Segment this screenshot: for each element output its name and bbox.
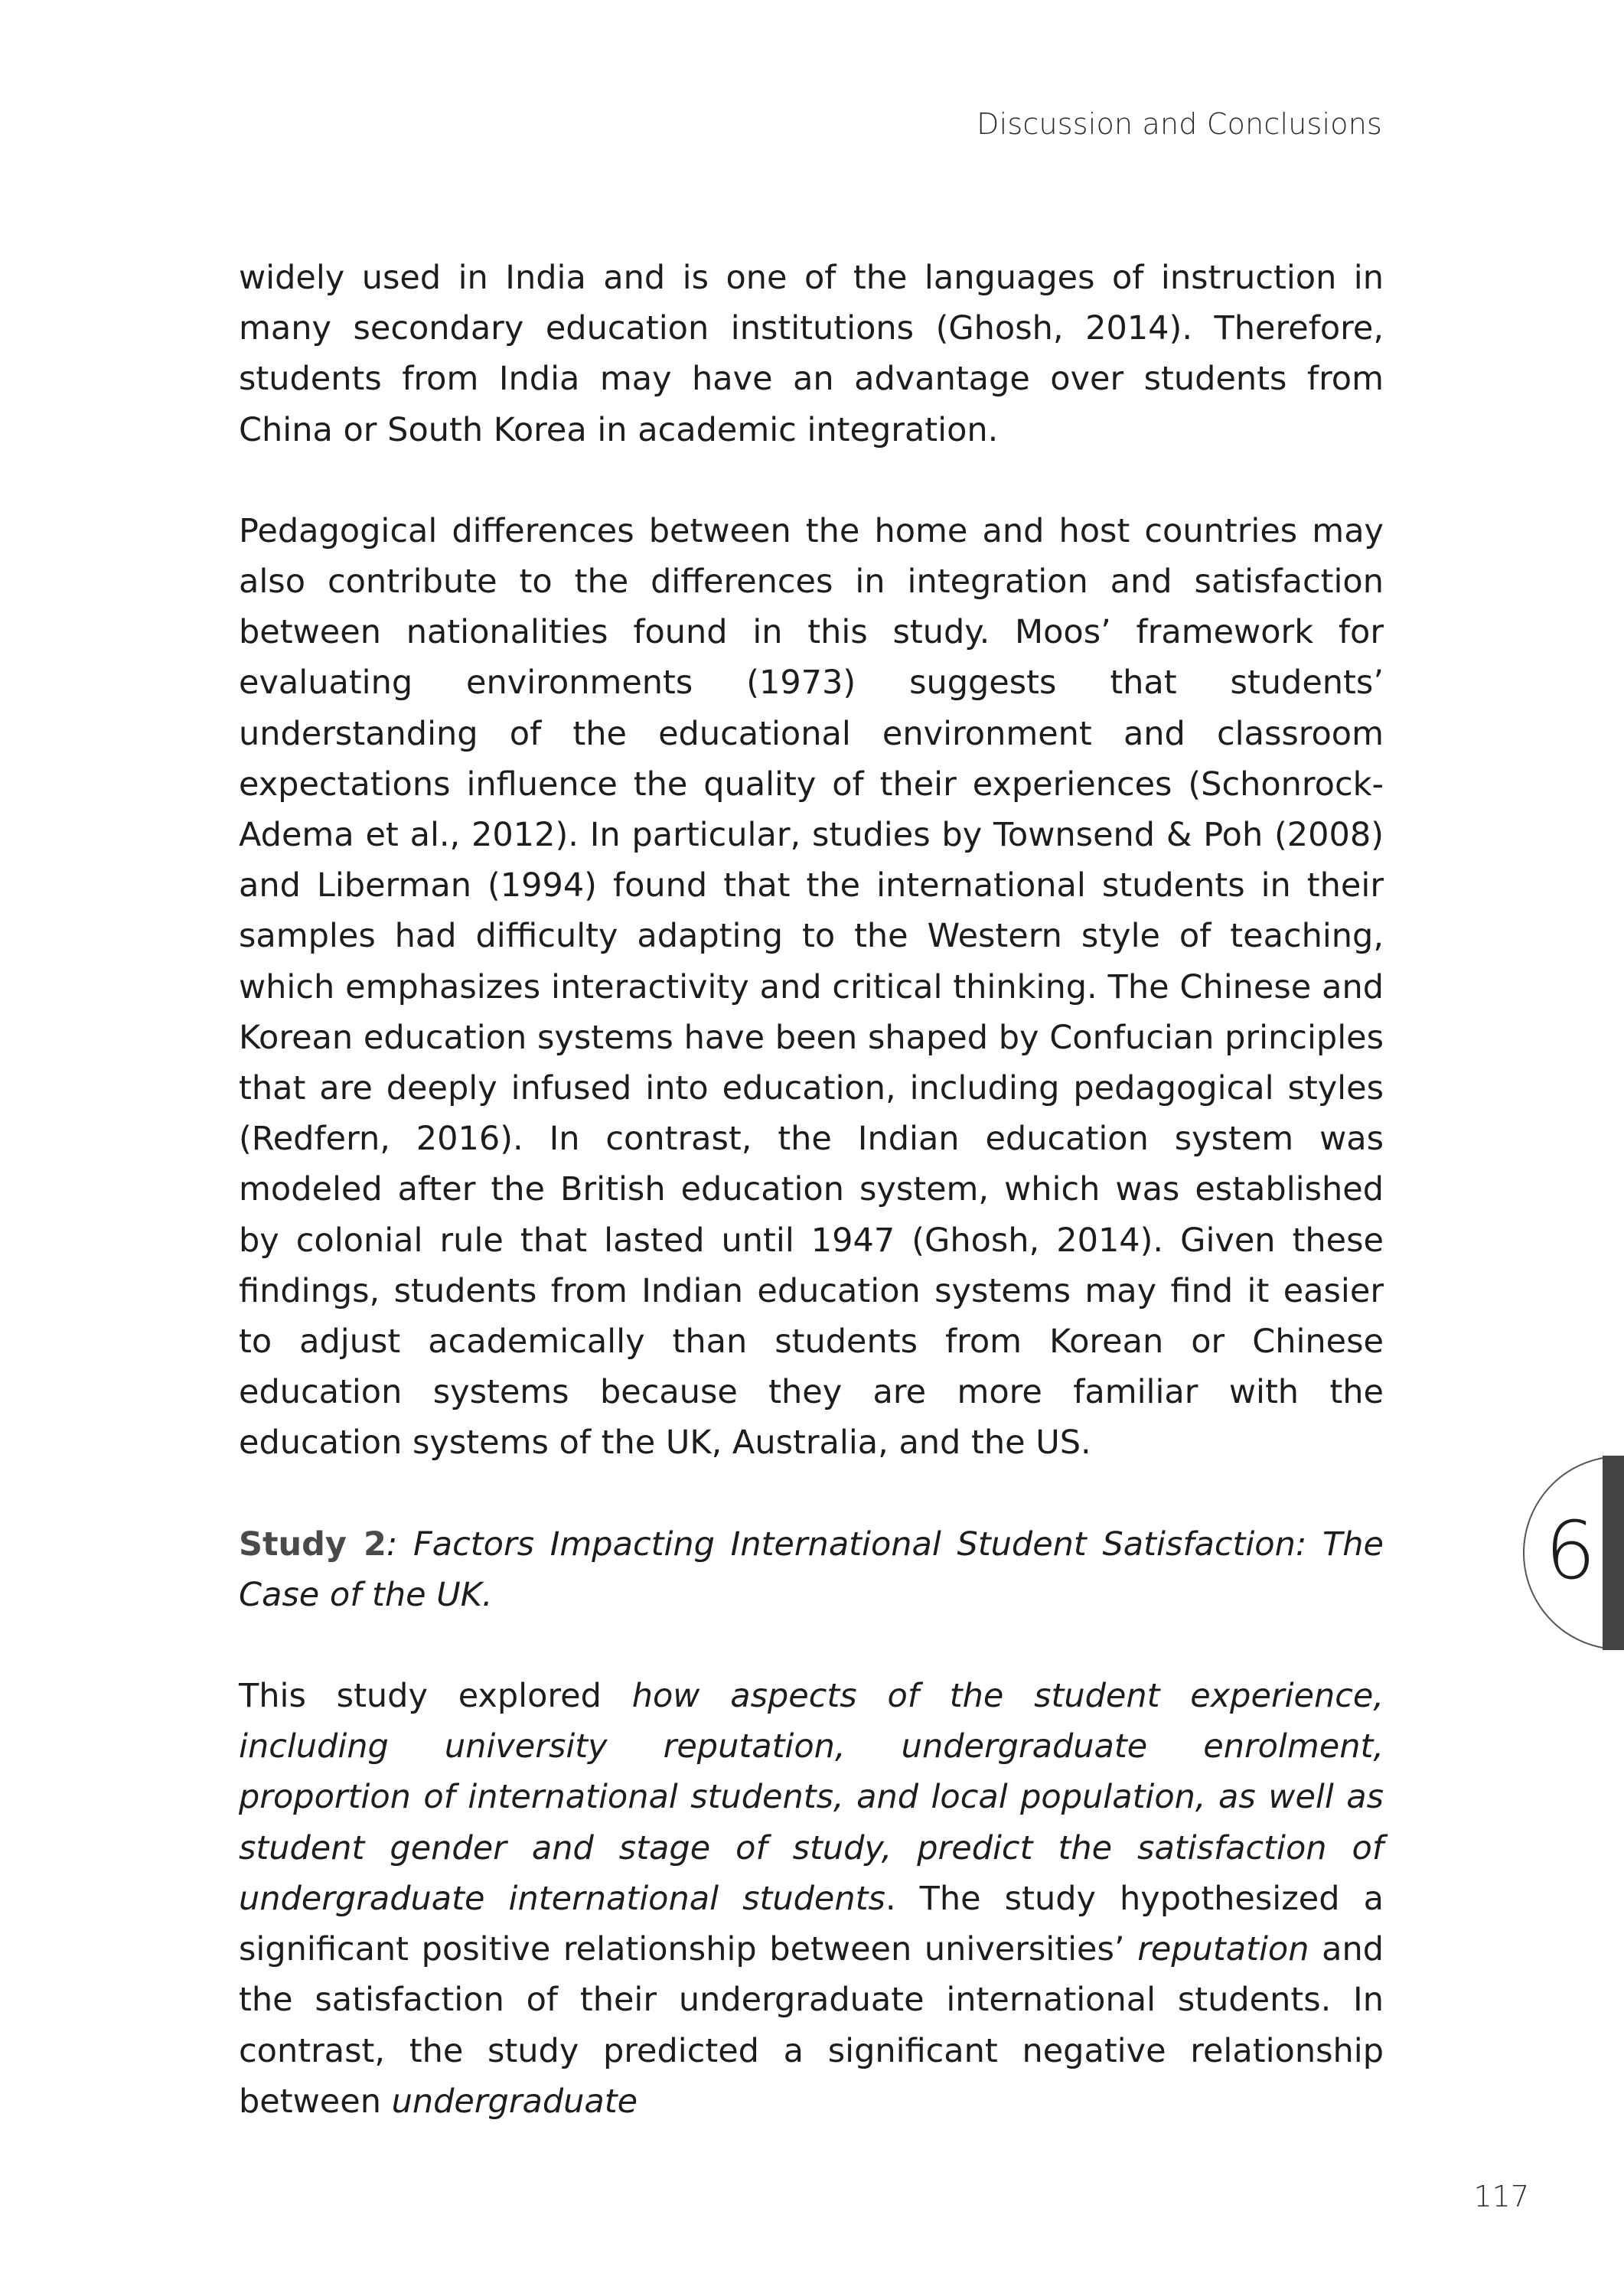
page-number: 117 (1473, 2180, 1529, 2213)
p3-emphasis: reputation (1137, 1930, 1309, 1969)
running-header: Discussion and Conclusions (977, 107, 1382, 141)
section-heading (239, 1519, 1384, 1620)
paragraph-2: Pedagogical differences between the home and host countries may also contribute to the differences in integration and satisfaction between nationalities found in this study. Moos’ framework for evaluating environments (1973) suggests that students’ understanding of the educational environment and classroom expectations influence the quality of their experiences (Schonrock-Adema et al., 2012). In particular, studies by Townsend & Poh (2008) and Liberman (1994) found that the international students in their samples had difficulty adapting to the Western style of teaching, which emphasizes interactivity and critical thinking. The Chinese and Korean education systems have been shaped by Confucian principles that are deeply infused into education, including pedagogical styles (Redfern, 2016). In contrast, the Indian education system was modeled after the British education system, which was established by colonial rule that lasted until 1947 (Ghosh, 2014). Given these findings, students from Indian education systems may find it easier to adjust academically than students from Korean or Chinese education systems because they are more familiar with the education systems of the UK, Australia, and the US. (239, 511, 1384, 1463)
chapter-tab-bar (1603, 1456, 1624, 1650)
body-text (239, 253, 1384, 2127)
section-heading-title: : Factors Impacting International Student Satisfaction: The Case of the UK. (239, 1525, 1384, 1614)
p3-emphasis: undergraduate (391, 2082, 638, 2121)
paragraph-1: widely used in India and is one of the languages of instruction in many secondary education institutions (Ghosh, 2014). Therefore, students from India may have an advantage over students from China or South Korea in academic integration. (239, 259, 1384, 449)
p3-emphasis: how aspects of the student experience, including university reputation, undergraduate enrolment, proportion of international students, and local population, as well as student gender and stage of study, predict the satisfaction of undergraduate international students (239, 1677, 1384, 1918)
p3-text: . The study hypothesized a significant positive relationship between universities’ (239, 1879, 1384, 1969)
chapter-tab (1523, 1456, 1624, 1650)
section-heading-label: Study 2 (239, 1525, 386, 1564)
p3-text: This study explored (239, 1677, 632, 1716)
p3-text: and the satisfaction of their undergraduate international students. In contrast, the study predicted a significant negative relationship between (239, 1930, 1384, 2121)
paragraph-3 (239, 1671, 1384, 2127)
chapter-number: 6 (1544, 1504, 1596, 1597)
